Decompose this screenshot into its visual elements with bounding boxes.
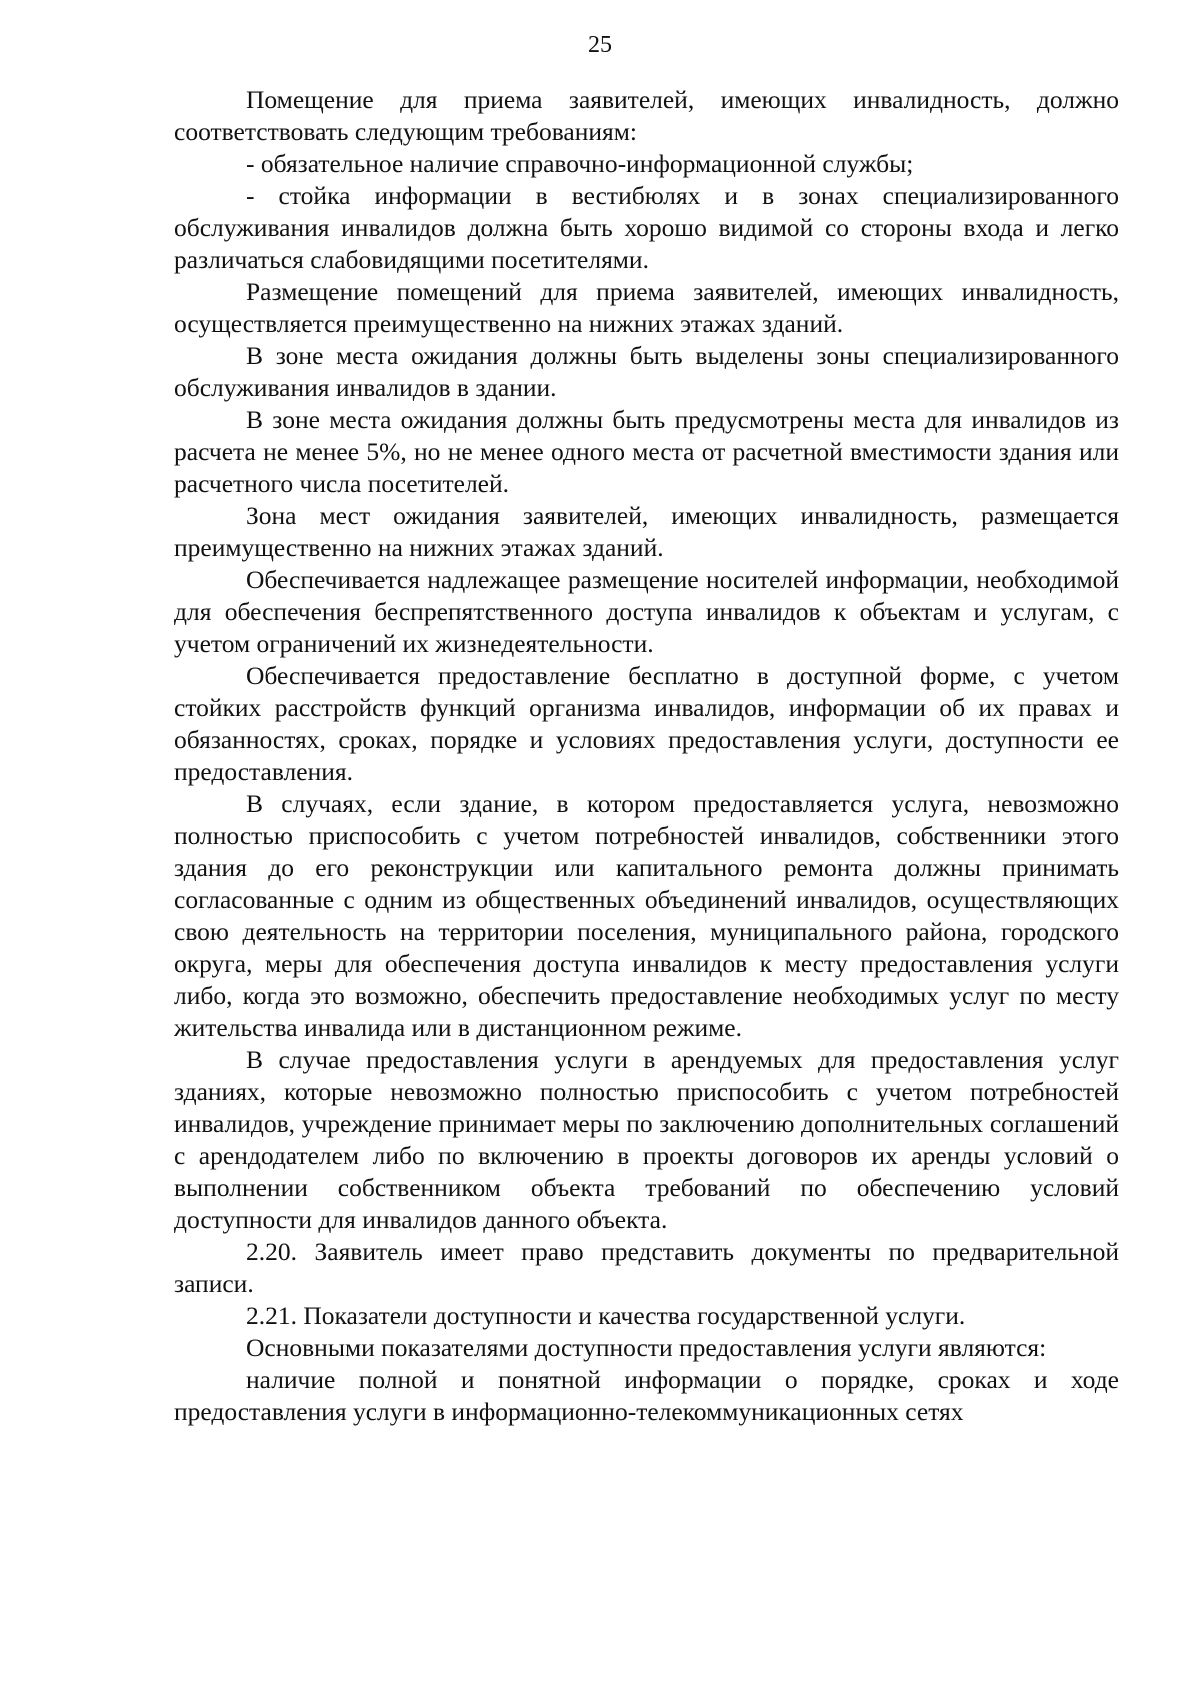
- paragraph: Зона мест ожидания заявителей, имеющих инвалидность, размещается преимущественно на нижних этажах зданий.: [174, 501, 1119, 562]
- paragraph: Обеспечивается предоставление бесплатно в доступной форме, с учетом стойких расстройств функций организма инвалидов, информации об их правах и обязанностях, сроках, порядке и условиях предоставления услуги, доступности ее предоставления.: [174, 661, 1119, 786]
- paragraph: - стойка информации в вестибюлях и в зонах специализированного обслуживания инвалидов должна быть хорошо видимой со стороны входа и легко различаться слабовидящими посетителями.: [174, 181, 1119, 274]
- paragraph: В случаях, если здание, в котором предоставляется услуга, невозможно полностью приспособить с учетом потребностей инвалидов, собственники этого здания до его реконструкции или капитального ремонта должны принимать согласованные с одним из общественных объединений инвалидов, осуществляющих свою деятельность на территории поселения, муниципального района, городского округа, меры для обеспечения доступа инвалидов к месту предоставления услуги либо, когда это возможно, обеспечить предоставление необходимых услуг по месту жительства инвалида или в дистанционном режиме.: [174, 789, 1119, 1042]
- paragraph: наличие полной и понятной информации о порядке, сроках и ходе предоставления услуги в информационно-телекоммуникационных сетях: [174, 1365, 1119, 1426]
- paragraph: Основными показателями доступности предоставления услуги являются:: [246, 1333, 1047, 1362]
- paragraph: 2.21. Показатели доступности и качества государственной услуги.: [246, 1301, 966, 1330]
- paragraph: - обязательное наличие справочно-информационной службы;: [246, 149, 914, 178]
- paragraph: Помещение для приема заявителей, имеющих инвалидность, должно соответствовать следующим требованиям:: [174, 85, 1119, 146]
- paragraph: В зоне места ожидания должны быть предусмотрены места для инвалидов из расчета не менее 5%, но не менее одного места от расчетной вместимости здания или расчетного числа посетителей.: [174, 405, 1119, 498]
- document-body: [174, 84, 1119, 1428]
- paragraph: В случае предоставления услуги в арендуемых для предоставления услуг зданиях, которые невозможно полностью приспособить с учетом потребностей инвалидов, учреждение принимает меры по заключению дополнительных соглашений с арендодателем либо по включению в проекты договоров их аренды условий о выполнении собственником объекта требований по обеспечению условий доступности для инвалидов данного объекта.: [174, 1045, 1119, 1234]
- page-number: 25: [588, 32, 612, 58]
- paragraph: Размещение помещений для приема заявителей, имеющих инвалидность, осуществляется преимущественно на нижних этажах зданий.: [174, 277, 1119, 338]
- paragraph: 2.20. Заявитель имеет право представить документы по предварительной записи.: [174, 1237, 1119, 1298]
- paragraph: Обеспечивается надлежащее размещение носителей информации, необходимой для обеспечения беспрепятственного доступа инвалидов к объектам и услугам, с учетом ограничений их жизнедеятельности.: [174, 565, 1119, 658]
- paragraph: В зоне места ожидания должны быть выделены зоны специализированного обслуживания инвалидов в здании.: [174, 341, 1119, 402]
